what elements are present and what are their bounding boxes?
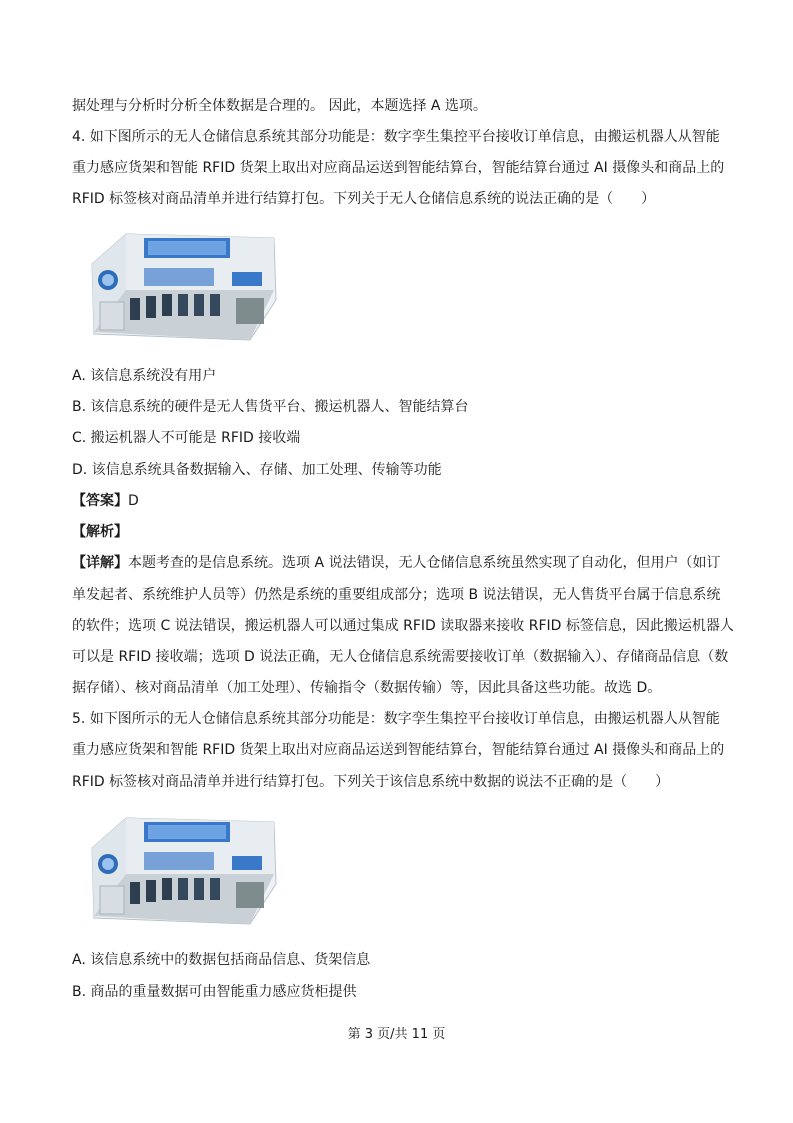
q5-option-a: A. 该信息系统中的数据包括商品信息、货架信息: [72, 952, 371, 968]
q4-warehouse-illustration: [86, 228, 278, 346]
continuation-text: 据处理与分析时分析全体数据是合理的。 因此，本题选择 A 选项。: [72, 98, 487, 114]
q4-detail-line-4: 可以是 RFID 接收端；选项 D 说法正确，无人仓储信息系统需要接收订单（数据输入）、存储商品信息（数: [72, 649, 729, 665]
analysis-tag: 【解析】: [72, 524, 128, 540]
q4-stem-line-1: 4. 如下图所示的无人仓储信息系统其部分功能是：数字孪生集控平台接收订单信息，由搬运机器人从智能: [72, 129, 720, 145]
q4-option-d: D. 该信息系统具备数据输入、存储、加工处理、传输等功能: [72, 462, 442, 478]
q4-stem-line-3: RFID 标签核对商品清单并进行结算打包。下列关于无人仓储信息系统的说法正确的是（ ）: [72, 191, 656, 207]
q4-option-a: A. 该信息系统没有用户: [72, 368, 217, 384]
q5-option-b: B. 商品的重量数据可由智能重力感应货柜提供: [72, 984, 357, 1000]
q4-option-b: B. 该信息系统的硬件是无人售货平台、搬运机器人、智能结算台: [72, 399, 469, 415]
q4-analysis-heading: [72, 522, 128, 542]
q5-warehouse-illustration: [86, 812, 278, 930]
q4-option-c: C. 搬运机器人不可能是 RFID 接收端: [72, 430, 301, 446]
detail-tag: 【详解】: [72, 555, 128, 571]
q4-answer: [72, 491, 139, 511]
answer-tag: 【答案】: [72, 493, 128, 509]
q4-stem-line-2: 重力感应货架和智能 RFID 货架上取出对应商品运送到智能结算台，智能结算台通过 AI 摄像头和商品上的: [72, 160, 725, 176]
q5-stem-line-2: 重力感应货架和智能 RFID 货架上取出对应商品运送到智能结算台，智能结算台通过 AI 摄像头和商品上的: [72, 742, 725, 758]
page-number-footer: 第 3 页/共 11 页: [347, 1027, 446, 1042]
q5-stem-line-1: 5. 如下图所示的无人仓储信息系统其部分功能是：数字孪生集控平台接收订单信息，由搬运机器人从智能: [72, 711, 720, 727]
q5-stem-line-3: RFID 标签核对商品清单并进行结算打包。下列关于该信息系统中数据的说法不正确的是（ ）: [72, 774, 670, 790]
q4-detail-line-2: 单发起者、系统维护人员等）仍然是系统的重要组成部分；选项 B 说法错误，无人售货平台属于信息系统: [72, 587, 721, 603]
q4-detail-line-5: 据存储）、核对商品清单（加工处理）、传输指令（数据传输）等，因此具备这些功能。故选 D。: [72, 680, 662, 696]
detail-text-1: 本题考查的是信息系统。选项 A 说法错误，无人仓储信息系统虽然实现了自动化，但用户（如订: [128, 555, 721, 571]
q4-detail-line-1: [72, 553, 720, 573]
answer-value: D: [128, 493, 139, 509]
q4-detail-line-3: 的软件；选项 C 说法错误，搬运机器人可以通过集成 RFID 读取器来接收 RFID 标签信息，因此搬运机器人: [72, 618, 734, 634]
